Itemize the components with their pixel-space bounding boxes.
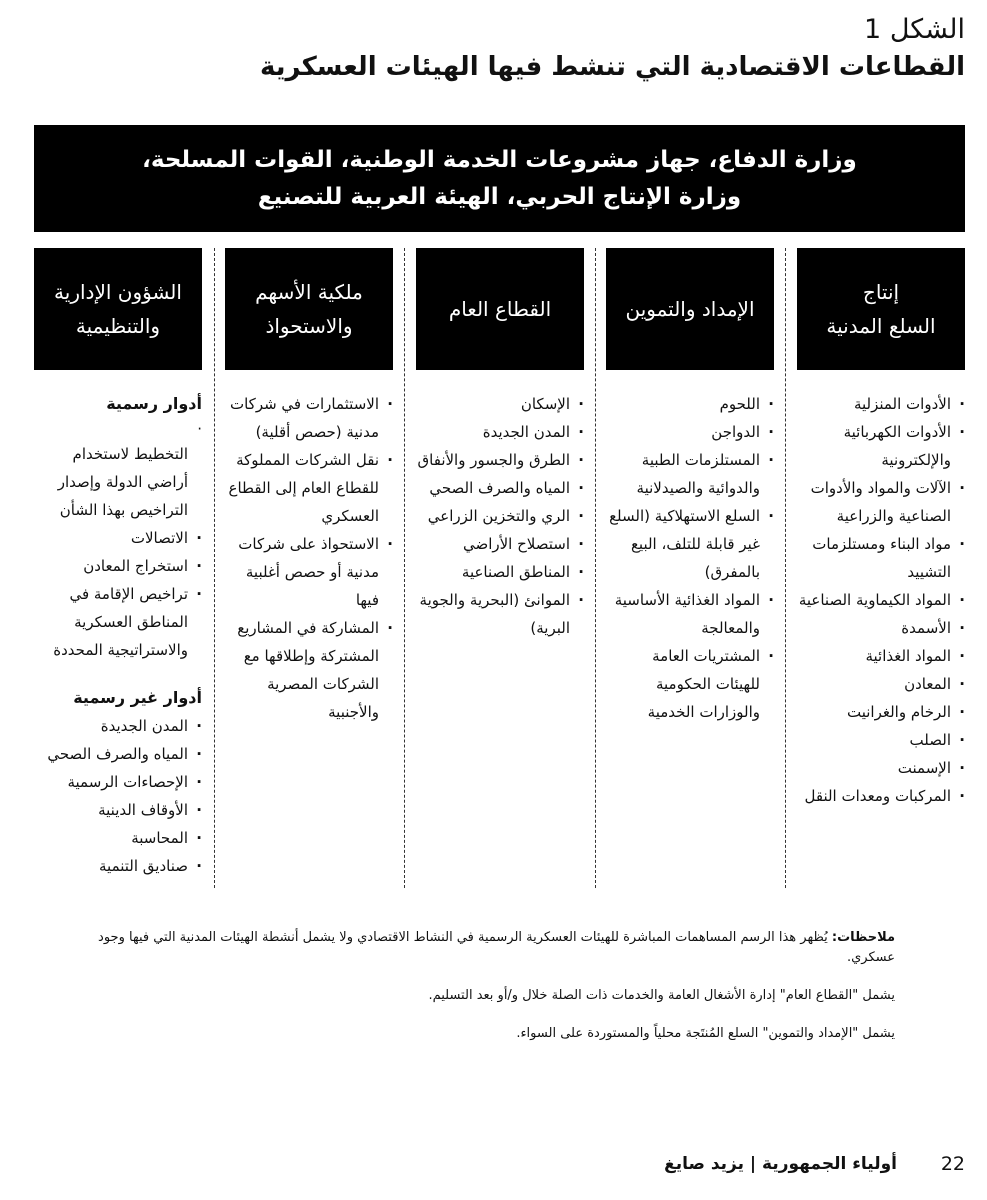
column-heading: الإمداد والتموين (606, 248, 774, 370)
list-item: · تراخيص الإقامة في المناطق العسكرية والاستراتيجية المحددة (34, 580, 202, 664)
list-item: · الاستحواذ على شركات مدنية أو حصص أغلبية فيها (225, 530, 393, 614)
list-item: · المشاركة في المشاريع المشتركة وإطلاقها مع الشركات المصرية والأجنبية (225, 614, 393, 726)
figure-notes (65, 928, 895, 1062)
list-item: · المستلزمات الطبية والدوائية والصيدلانية (606, 446, 774, 502)
list-item: · استصلاح الأراضي (416, 530, 584, 558)
list-item: · الدواجن (606, 418, 774, 446)
institutions-banner (34, 125, 965, 232)
column-divider (785, 248, 786, 888)
list-item: · المواد الكيماوية الصناعية (797, 586, 965, 614)
list-item: · مواد البناء ومستلزمات التشييد (797, 530, 965, 586)
banner-line-1: وزارة الدفاع، جهاز مشروعات الخدمة الوطنية، القوات المسلحة، (142, 146, 857, 173)
list-item: · الاستثمارات في شركات مدنية (حصص أقلية) (225, 390, 393, 446)
column-list (225, 390, 393, 726)
list-item: · الأوقاف الدينية (34, 796, 202, 824)
column-list (797, 390, 965, 810)
list-item: · الإسكان (416, 390, 584, 418)
list-item: · استخراج المعادن (34, 552, 202, 580)
column-divider (404, 248, 405, 888)
list-item: · الأدوات المنزلية (797, 390, 965, 418)
column-civilian-goods (797, 248, 965, 810)
formal-roles-list (34, 440, 202, 664)
column-list (416, 390, 584, 642)
list-item: · الرخام والغرانيت (797, 698, 965, 726)
list-item: · الري والتخزين الزراعي (416, 502, 584, 530)
notes-label: ملاحظات: (831, 930, 895, 945)
banner-line-2: وزارة الإنتاج الحربي، الهيئة العربية للتصنيع (257, 183, 742, 210)
column-administrative (34, 248, 202, 880)
list-item: · المواد الغذائية (797, 642, 965, 670)
figure-label: الشكل 1 (864, 14, 965, 45)
list-item: · الصلب (797, 726, 965, 754)
column-list (606, 390, 774, 726)
note-3: يشمل "الإمداد والتموين" السلع المُنتَجة محلياً والمستوردة على السواء. (516, 1026, 895, 1041)
list-item: · السلع الاستهلاكية (السلع غير قابلة للتلف، البيع بالمفرق) (606, 502, 774, 586)
list-item: · المواد الغذائية الأساسية والمعالجة (606, 586, 774, 642)
informal-roles-list (34, 712, 202, 880)
list-item: · المركبات ومعدات النقل (797, 782, 965, 810)
column-heading: إنتاج السلع المدنية (797, 248, 965, 370)
page-number: 22 (940, 1153, 965, 1175)
list-item: · نقل الشركات المملوكة للقطاع العام إلى القطاع العسكري (225, 446, 393, 530)
figure-title: القطاعات الاقتصادية التي تنشط فيها الهيئات العسكرية (259, 52, 965, 82)
column-heading: الشؤون الإدارية والتنظيمية (34, 248, 202, 370)
list-item: · اللحوم (606, 390, 774, 418)
column-supply (606, 248, 774, 726)
note-1 (65, 928, 895, 968)
note-1-text: يُظهر هذا الرسم المساهمات المباشرة للهيئات العسكرية الرسمية في النشاط الاقتصادي ولا يشمل أنشطة الهيئات المدنية التي فيها وجود عسكري. (98, 930, 895, 965)
running-footer-title: أولياء الجمهورية | يزيد صايغ (664, 1154, 897, 1174)
list-item: · المياه والصرف الصحي (34, 740, 202, 768)
list-item: · المعادن (797, 670, 965, 698)
list-item: · الآلات والمواد والأدوات الصناعية والزراعية (797, 474, 965, 530)
list-item: · الأدوات الكهربائية والإلكترونية (797, 418, 965, 474)
list-item: · الإحصاءات الرسمية (34, 768, 202, 796)
column-divider (595, 248, 596, 888)
column-heading: القطاع العام (416, 248, 584, 370)
list-item: · المناطق الصناعية (416, 558, 584, 586)
column-equity-acquisition (225, 248, 393, 726)
column-divider (214, 248, 215, 888)
formal-roles-heading: أدوار رسمية (106, 394, 202, 413)
list-item: · المدن الجديدة (416, 418, 584, 446)
informal-roles-heading: أدوار غير رسمية (73, 688, 202, 707)
column-heading: ملكية الأسهم والاستحواذ (225, 248, 393, 370)
list-item: التخطيط لاستخدام أراضي الدولة وإصدار التراخيص بهذا الشأن (57, 445, 188, 519)
note-2: يشمل "القطاع العام" إدارة الأشغال العامة والخدمات ذات الصلة خلال و/أو بعد التسليم. (428, 988, 895, 1003)
list-item: · صناديق التنمية (34, 852, 202, 880)
bullet-marker: · (197, 420, 202, 438)
list-item: · المدن الجديدة (34, 712, 202, 740)
list-item: · الاتصالات (34, 524, 202, 552)
list-item: · الإسمنت (797, 754, 965, 782)
list-item: · المحاسبة (34, 824, 202, 852)
list-item: · الأسمدة (797, 614, 965, 642)
list-item: · الموانئ (البحرية والجوية البرية) (416, 586, 584, 642)
list-item: · الطرق والجسور والأنفاق (416, 446, 584, 474)
list-item: · المياه والصرف الصحي (416, 474, 584, 502)
column-public-sector (416, 248, 584, 642)
list-item: · المشتريات العامة للهيئات الحكومية والوزارات الخدمية (606, 642, 774, 726)
